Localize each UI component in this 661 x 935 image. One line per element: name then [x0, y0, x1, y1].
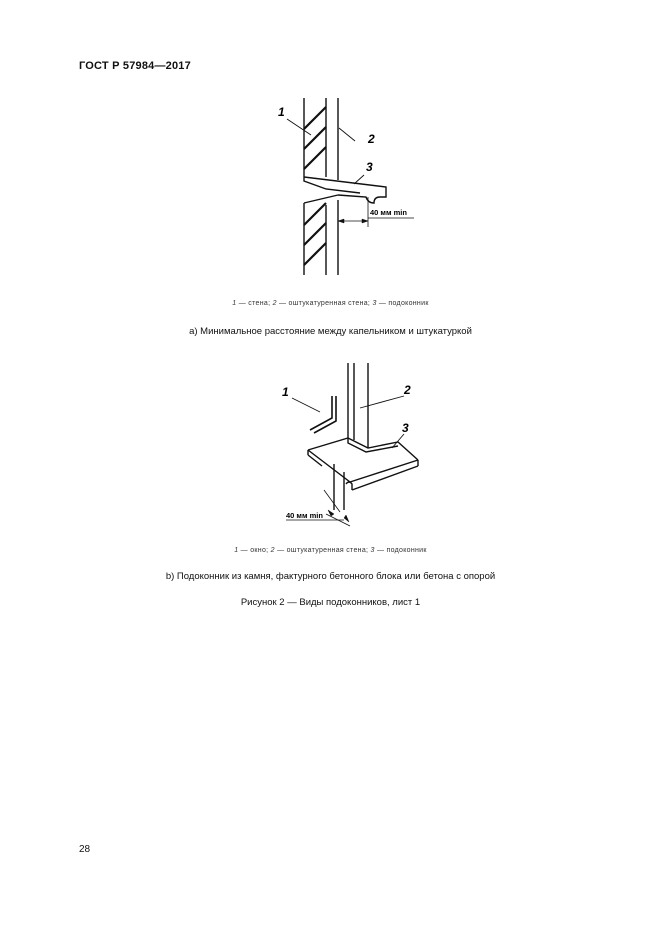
document-header: ГОСТ Р 57984—2017 [79, 60, 191, 72]
figure-b-legend: 1 — окно; 2 — оштукатуренная стена; 3 — подоконник [234, 547, 427, 554]
figure-b-caption: b) Подоконник из камня, фактурного бетонного блока или бетона с опорой [165, 571, 496, 582]
figure-b-drawing [270, 360, 440, 535]
callout-1: 1 [282, 385, 289, 399]
callout-2: 2 [404, 383, 411, 397]
callout-2: 2 [368, 132, 375, 146]
figure-a-drawing [260, 95, 430, 280]
figure-a-caption: а) Минимальное расстояние между капельником и штукатуркой [189, 326, 472, 337]
figure-title: Рисунок 2 — Виды подоконников, лист 1 [240, 597, 421, 608]
page-number: 28 [79, 844, 91, 855]
dimension-label: 40 мм min [370, 208, 407, 217]
callout-3: 3 [366, 160, 373, 174]
dimension-label: 40 мм min [286, 511, 323, 520]
figure-a-legend: 1 — стена; 2 — оштукатуренная стена; 3 — подоконник [232, 300, 429, 307]
callout-1: 1 [278, 105, 285, 119]
callout-3: 3 [402, 421, 409, 435]
